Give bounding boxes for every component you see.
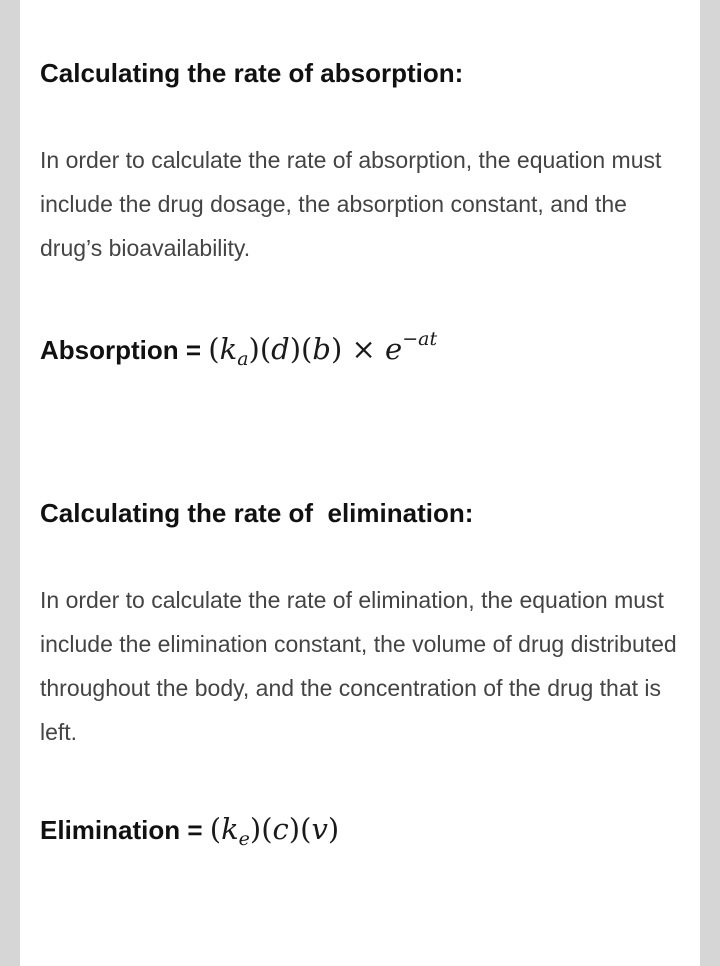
elimination-k: k [221,812,239,846]
absorption-exponent: −at [402,328,438,350]
absorption-k: k [219,332,238,366]
elimination-paragraph: In order to calculate the rate of elimination, the equation must include the elimination constant, the volume of drug distributed throughout the body, and the concentration of the drug that is left. [40,587,677,745]
absorption-b: b [312,332,331,366]
elimination-formula-math: $(k_e)(c)(v)$ [209,812,340,850]
elimination-c: c [272,812,289,846]
elimination-formula-label: Elimination = [40,815,210,845]
absorption-formula [40,328,437,370]
absorption-formula-math: $(k_a)(d)(b) \times e^{-at}$ [208,328,438,370]
content-card [20,0,700,966]
elimination-v: v [311,812,328,846]
absorption-formula-label: Absorption = [40,335,209,365]
times-symbol: × [351,332,376,366]
absorption-d: d [271,332,290,366]
elimination-formula [40,812,339,850]
absorption-heading: Calculating the rate of absorption: [40,58,464,88]
absorption-e: e [385,332,403,366]
absorption-k-subscript: a [237,348,249,370]
absorption-paragraph: In order to calculate the rate of absorption, the equation must include the drug dosage, the absorption constant, and the drug’s bioavailability. [40,147,662,261]
elimination-k-subscript: e [238,828,250,850]
elimination-heading: Calculating the rate of elimination: [40,498,474,528]
